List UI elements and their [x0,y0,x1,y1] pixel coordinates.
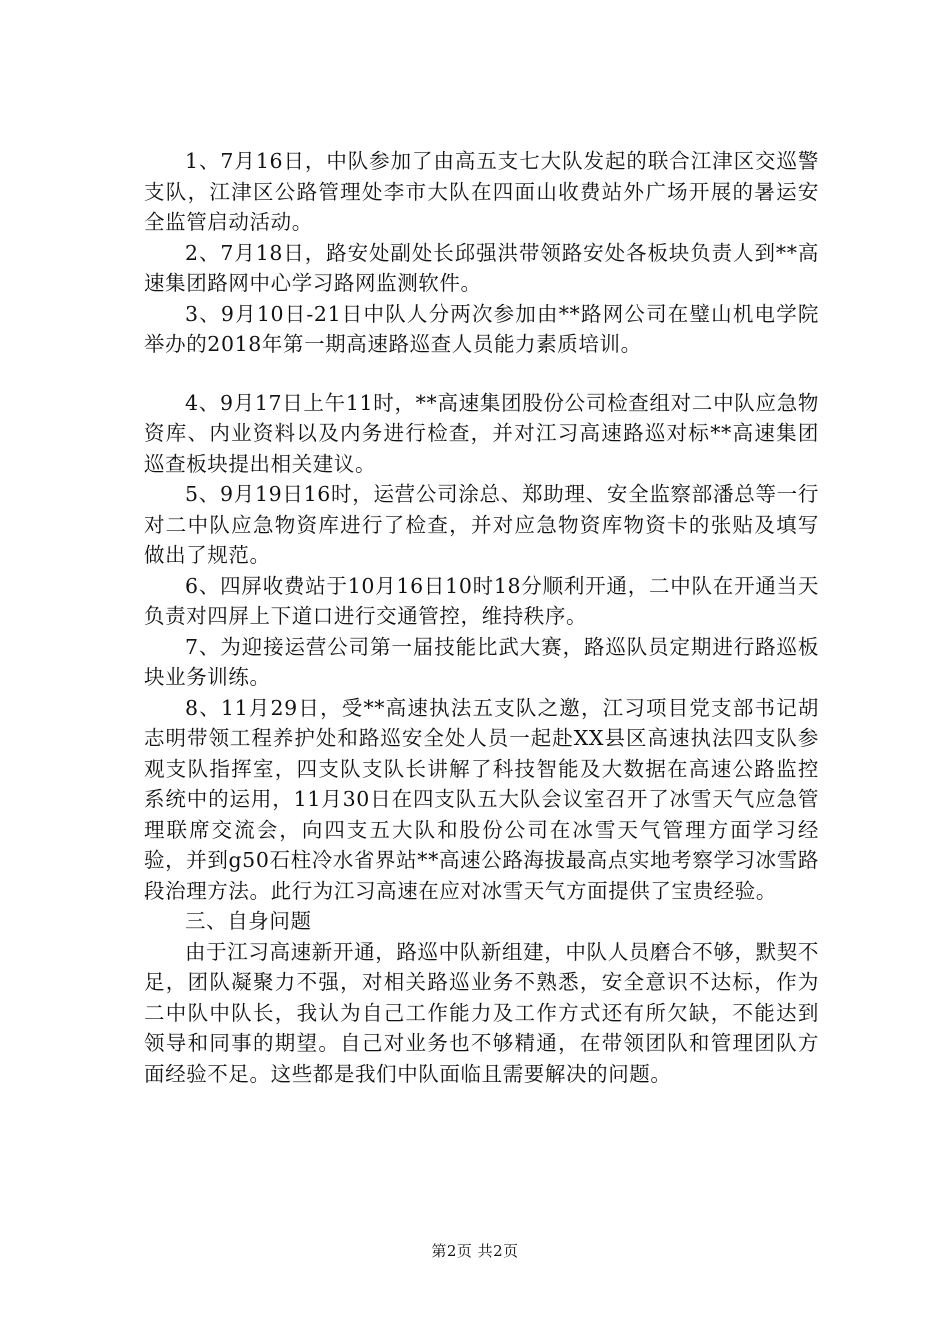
paragraph-item-8: 8、11月29日，受**高速执法五支队之邀，江习项目党支部书记胡志明带领工程养护处和路巡安全处人员一起赴XX县区高速执法四支队参观支队指挥室，四支队支队长讲解了科技智能及大数据在高速公路监控系统中的运用，11月30日在四支队五大队会议室召开了冰雪天气应急管理联席交流会，向四支五大队和股份公司在冰雪天气管理方面学习经验，并到g50石柱冷水省界站**高速公路海拔最高点实地考察学习冰雪路段治理方法。此行为江习高速在应对冰雪天气方面提供了宝贵经验。 [144,695,819,903]
section-heading: 三、自身问题 [185,909,312,933]
paragraph-spacer [144,360,819,388]
paragraph-item-4: 4、9月17日上午11时，**高速集团股份公司检查组对二中队应急物资库、内业资料以及内务进行检查，并对江习高速路巡对标**高速集团巡查板块提出相关建议。 [144,390,819,476]
document-body [144,146,819,1089]
paragraph-item-2: 2、7月18日，路安处副处长邱强洪带领路安处各板块负责人到**高速集团路网中心学习路网监测软件。 [144,240,819,295]
paragraph-item-3: 3、9月10日-21日中队人分两次参加由**路网公司在璧山机电学院举办的2018年第一期高速路巡查人员能力素质培训。 [144,301,819,356]
paragraph-item-7: 7、为迎接运营公司第一届技能比武大赛，路巡队员定期进行路巡板块业务训练。 [144,634,819,689]
section-paragraph: 由于江习高速新开通，路巡中队新组建，中队人员磨合不够，默契不足，团队凝聚力不强，对相关路巡业务不熟悉，安全意识不达标，作为二中队中队长，我认为自己工作能力及工作方式还有所欠缺，不能达到领导和同事的期望。自己对业务也不够精通，在带领团队和管理团队方面经验不足。这些都是我们中队面临且需要解决的问题。 [144,939,819,1086]
paragraph-item-5: 5、9月19日16时，运营公司涂总、郑助理、安全监察部潘总等一行对二中队应急物资库进行了检查，并对应急物资库物资卡的张贴及填写做出了规范。 [144,482,819,567]
page-footer: 第2页 共2页 [431,1242,519,1260]
paragraph-item-1: 1、7月16日，中队参加了由高五支七大队发起的联合江津区交巡警支队，江津区公路管理处李市大队在四面山收费站外广场开展的暑运安全监管启动活动。 [144,149,819,234]
paragraph-item-6: 6、四屏收费站于10月16日10时18分顺利开通，二中队在开通当天负责对四屏上下道口进行交通管控，维持秩序。 [144,573,819,628]
